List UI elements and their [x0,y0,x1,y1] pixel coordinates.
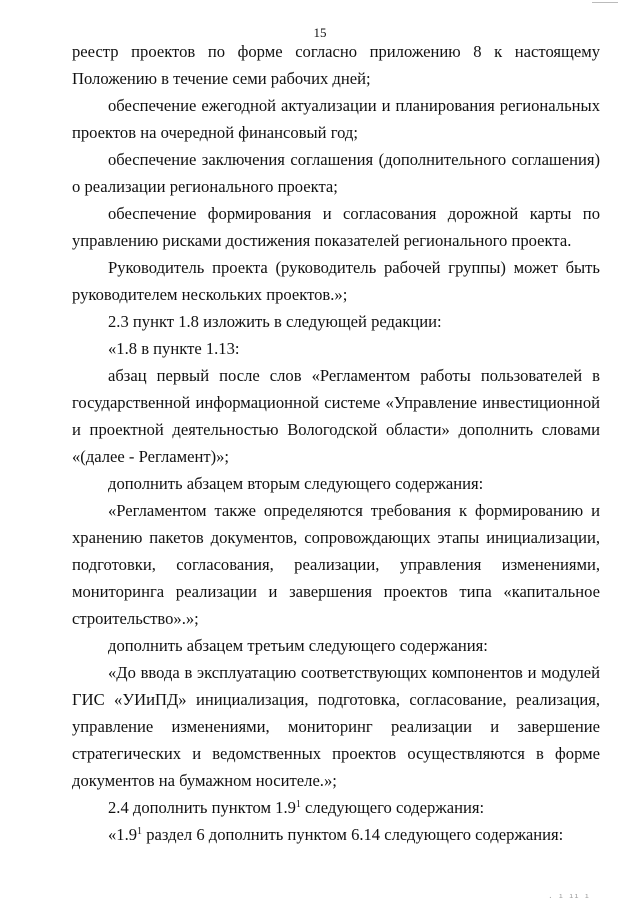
paragraph-add-third: дополнить абзацем третьим следующего содержания: [108,636,488,655]
clause-2-4-superscript: 1 [295,799,301,810]
paragraph-clause-2-4 [72,794,600,821]
paragraph-risk-roadmap: обеспечение формирования и согласования дорожной карты по управлению рисками достижения показателей регионального проекта. [72,204,600,250]
clause-2-4-text: 2.4 дополнить пунктом 1.9 [108,798,296,817]
paragraph-before-commissioning: «До ввода в эксплуатацию соответствующих компонентов и модулей ГИС «УИиПД» инициализация, подготовка, согласование, реализация, управление изменениями, мониторинг реализации и завершение стратегических и ведомственных проектов осуществляются в форме документов на бумажном носителе.»; [72,663,600,790]
paragraph-registry-continuation: реестр проектов по форме согласно приложению 8 к настоящему Положению в течение семи рабочих дней; [72,42,600,88]
paragraph-agreement: обеспечение заключения соглашения (дополнительного соглашения) о реализации регионального проекта; [72,150,600,196]
paragraph-clause-2-3: 2.3 пункт 1.8 изложить в следующей редакции: [108,312,442,331]
clause-1-9-1-text-end: раздел 6 дополнить пунктом 6.14 следующего содержания: [142,825,564,844]
clause-1-9-1-superscript: 1 [137,826,143,837]
paragraph-regulation-requirements: «Регламентом также определяются требования к формированию и хранению пакетов документов, сопровождающих этапы инициализации, подготовки, согласования, реализации, управления изменениями, мониторинга реализации и завершения проектов типа «капитальное строительство».»; [72,501,600,628]
clause-2-4-text-end: следующего содержания: [300,798,485,817]
scan-footer-mark: . ı ıı ı [548,892,590,900]
page-number: 15 [313,25,327,40]
scan-corner-mark [592,0,618,3]
paragraph-annual-update: обеспечение ежегодной актуализации и планирования региональных проектов на очередной финансовый год; [72,96,600,142]
document-body [72,38,600,848]
paragraph-clause-1-9-1 [72,821,600,848]
paragraph-clause-1-8: «1.8 в пункте 1.13: [108,339,240,358]
paragraph-project-head: Руководитель проекта (руководитель рабочей группы) может быть руководителем нескольких проектов.»; [72,258,600,304]
clause-1-9-1-text: «1.9 [108,825,138,844]
paragraph-add-second: дополнить абзацем вторым следующего содержания: [108,474,484,493]
paragraph-first-abzac: абзац первый после слов «Регламентом работы пользователей в государственной информационной системе «Управление инвестиционной и проектной деятельностью Вологодской области» дополнить словами «(далее - Регламент)»; [72,366,600,466]
